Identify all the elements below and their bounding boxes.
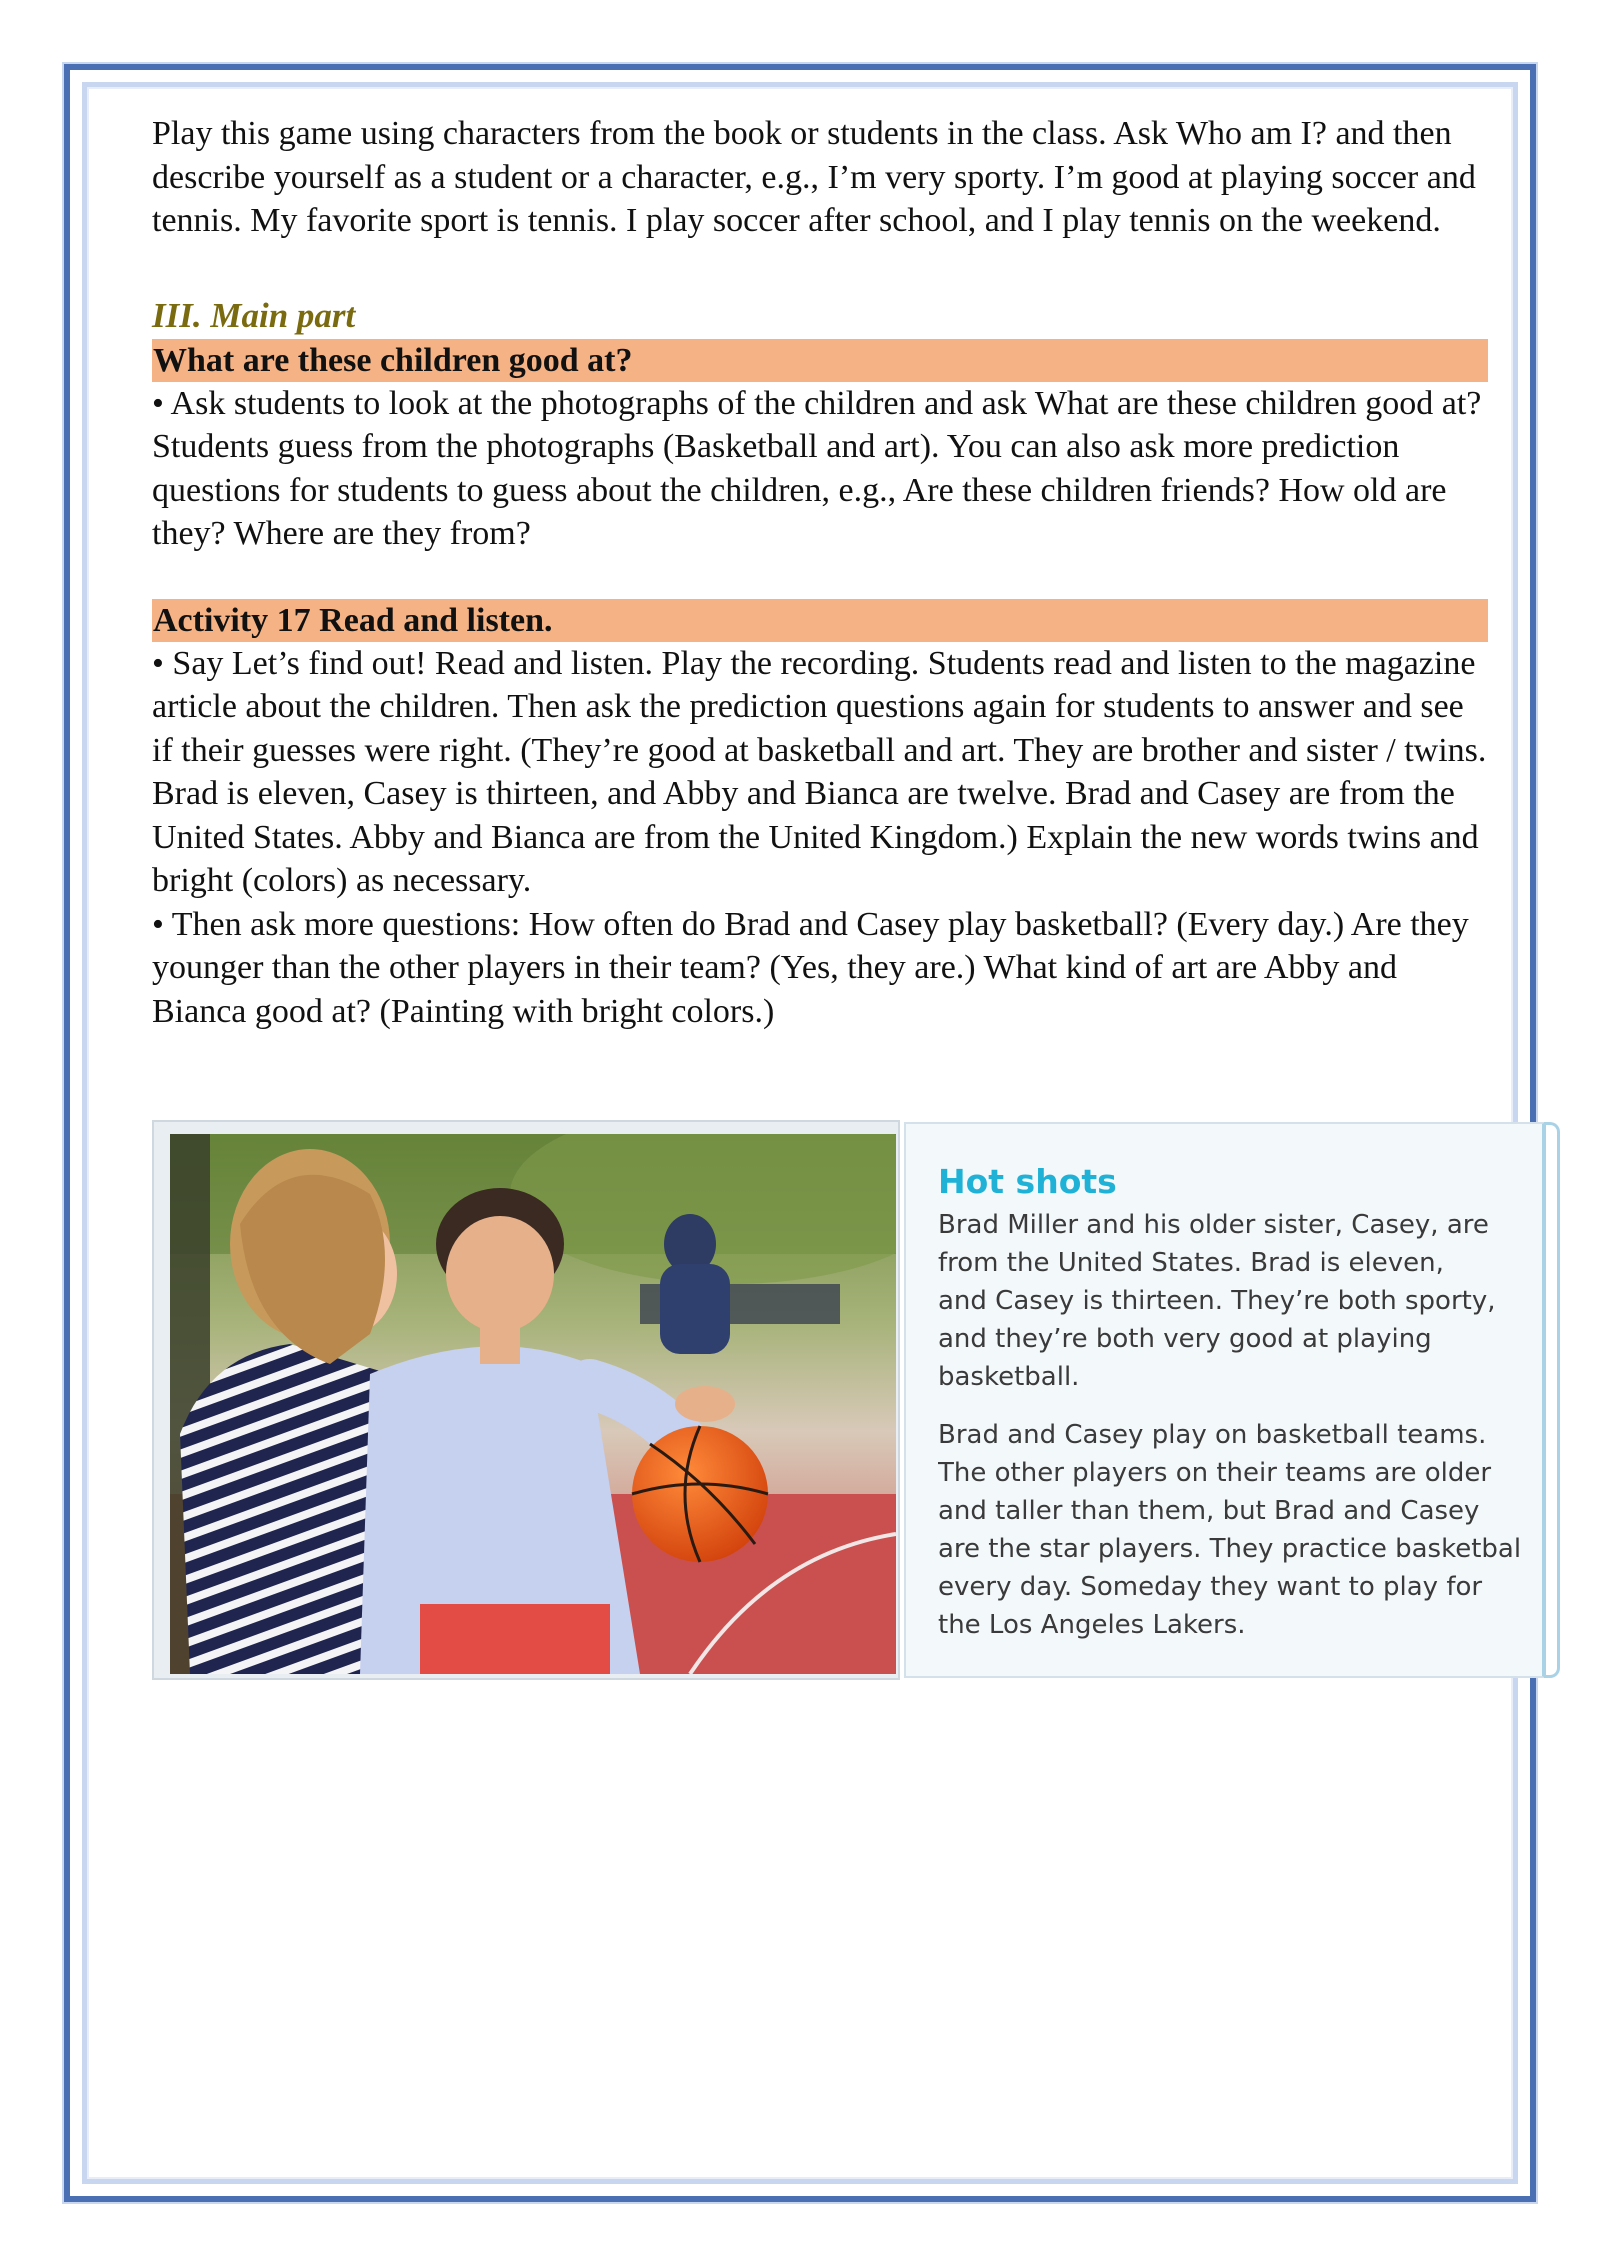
reading-panel [152,1120,1554,1680]
article-line: The other players on their teams are older [938,1458,1492,1488]
article-line: and Casey is thirteen. They’re both sporty, [938,1286,1496,1316]
article-card [904,1122,1546,1678]
article-card-edge [1544,1122,1560,1678]
article-line: and taller than them, but Brad and Casey [938,1496,1480,1526]
children-basketball-photo [170,1134,896,1674]
article-line: the Los Angeles Lakers. [938,1610,1246,1640]
article-line: Brad and Casey play on basketball teams. [938,1420,1487,1450]
article-line: from the United States. Brad is eleven, [938,1248,1444,1278]
article-line: are the star players. They practice basketbal [938,1534,1522,1564]
activity-paragraph-1: • Say Let’s find out! Read and listen. Play the recording. Students read and listen to the magazine article about the children. Then ask the prediction questions again for students to answer and see if their guesses were right. (They’re good at basketball and art. They are brother and sister / twins. Brad is eleven, Casey is thirteen, and Abby and Bianca are twelve. Brad and Casey are from the United States. Abby and Bianca are from the United Kingdom.) Explain the new words twins and bright (colors) as necessary. [152,644,1487,899]
article-line: every day. Someday they want to play for [938,1572,1483,1602]
article-title: Hot shots [938,1162,1117,1201]
photo-frame [152,1120,900,1680]
article-paragraph-1 [938,1206,1543,1396]
question-paragraph: • Ask students to look at the photographs of the children and ask What are these children good at? Students guess from the photographs (Basketball and art). You can also ask more prediction questions for students to guess about the children, e.g., Are these children friends? How old are they? Where are they from? [152,384,1482,552]
question-heading: What are these children good at? [152,339,1488,382]
article-line: and they’re both very good at playing [938,1324,1432,1354]
intro-paragraph: Play this game using characters from the book or students in the class. Ask Who am I? and then describe yourself as a student or a character, e.g., I’m very sporty. I’m good at playing soccer and tennis. My favorite sport is tennis. I play soccer after school, and I play tennis on the weekend. [152,115,1476,239]
activity-heading: Activity 17 Read and listen. [152,599,1488,642]
lesson-content [152,112,1488,1033]
section-heading: III. Main part [152,295,356,335]
activity-paragraph-2: • Then ask more questions: How often do Brad and Casey play basketball? (Every day.) Are they younger than the other players in their team? (Yes, they are.) What kind of art are Abby and Bianca good at? (Painting with bright colors.) [152,905,1469,1030]
article-line: Brad Miller and his older sister, Casey, are [938,1210,1489,1240]
article-paragraph-2 [938,1416,1543,1644]
article-line: basketball. [938,1362,1080,1392]
